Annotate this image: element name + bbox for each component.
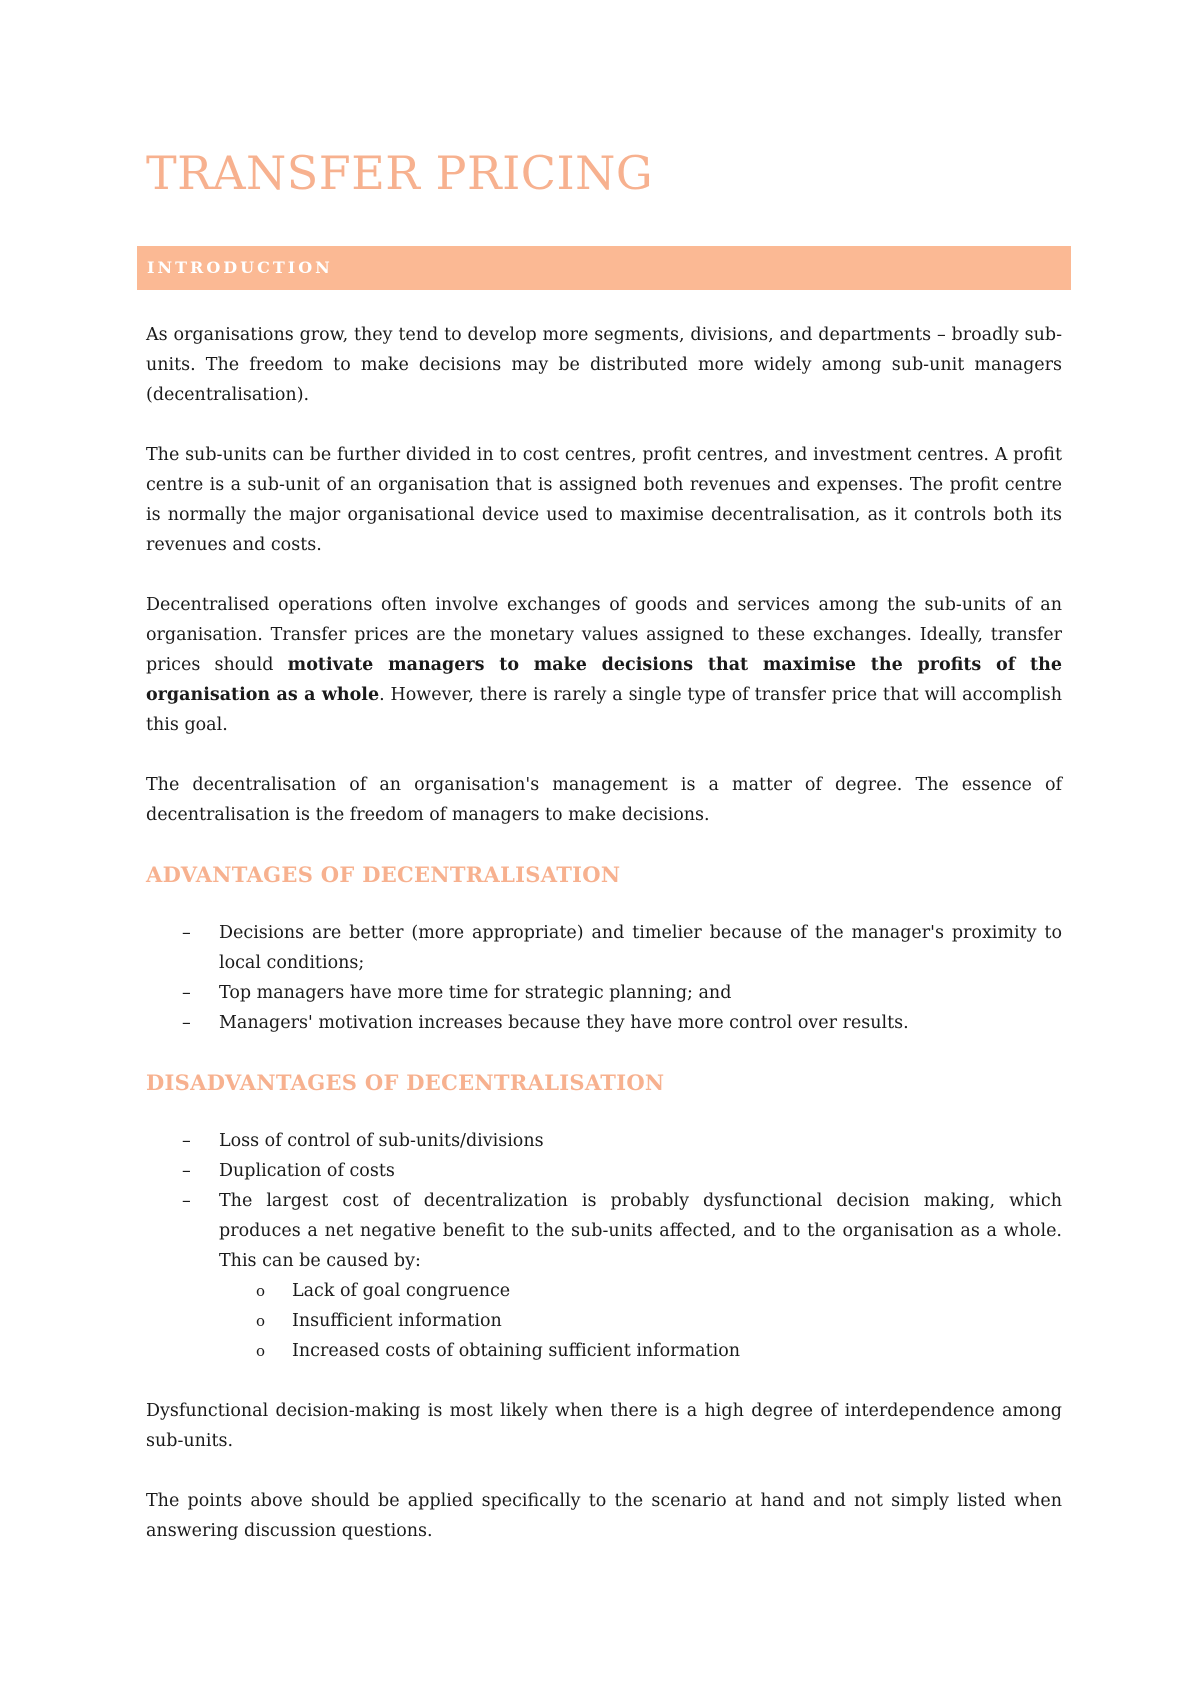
circle-bullet-icon: o: [256, 1342, 266, 1360]
sublist-item-text: Insufficient information: [292, 1311, 502, 1331]
document-body: [146, 320, 1062, 1576]
paragraph-application-note: The points above should be applied specifically to the scenario at hand and not simply listed when answering discussion questions.: [146, 1491, 1062, 1541]
dash-bullet-icon: –: [182, 1191, 191, 1211]
sublist-item-text: Increased costs of obtaining sufficient information: [292, 1341, 741, 1361]
sublist-item-text: Lack of goal congruence: [292, 1281, 511, 1301]
emphasis-text: motivate managers to make decisions that maximise the profits of the organisation as a whole: [146, 655, 1062, 705]
list-item: [146, 1008, 1062, 1038]
dash-bullet-icon: –: [182, 983, 191, 1003]
paragraph-intro: As organisations grow, they tend to develop more segments, divisions, and departments – broadly sub-units. The freedom to make decisions may be distributed more widely among sub-unit managers (decentralisation).: [146, 325, 1062, 405]
list-item-text: Managers' motivation increases because they have more control over results.: [219, 1013, 909, 1033]
list-item: [146, 1156, 1062, 1186]
dash-bullet-icon: –: [182, 1013, 191, 1033]
list-item: [146, 1126, 1062, 1156]
dash-bullet-icon: –: [182, 923, 191, 943]
dash-bullet-icon: –: [182, 1131, 191, 1151]
paragraph-transfer-prices: [146, 590, 1062, 740]
circle-bullet-icon: o: [256, 1312, 266, 1330]
list-item: [146, 918, 1062, 978]
sublist-item: [219, 1306, 1062, 1336]
paragraph-text: . However, there is rarely a single type of transfer price that will accomplish this goal.: [146, 685, 1062, 735]
section-band-label: INTRODUCTION: [147, 258, 333, 277]
list-item-text: Duplication of costs: [219, 1161, 395, 1181]
list-item-text: The largest cost of decentralization is probably dysfunctional decision making, which produces a net negative benefit to the sub-units affected, and to the organisation as a whole. This can be caused by:: [219, 1191, 1062, 1271]
heading-advantages: ADVANTAGES OF DECENTRALISATION: [146, 862, 621, 887]
paragraph-degree: The decentralisation of an organisation's management is a matter of degree. The essence of decentralisation is the freedom of managers to make decisions.: [146, 775, 1062, 825]
list-item-text: Decisions are better (more appropriate) and timelier because of the manager's proximity to local conditions;: [219, 923, 1062, 973]
advantages-list: [146, 918, 1062, 1038]
dash-bullet-icon: –: [182, 1161, 191, 1181]
list-item: [146, 1186, 1062, 1366]
circle-bullet-icon: o: [256, 1282, 266, 1300]
section-band-introduction: [137, 246, 1071, 290]
list-item: [146, 978, 1062, 1008]
list-item-text: Top managers have more time for strategic planning; and: [219, 983, 732, 1003]
paragraph-sub-units: The sub-units can be further divided in to cost centres, profit centres, and investment centres. A profit centre is a sub-unit of an organisation that is assigned both revenues and expenses. The profit centre is normally the major organisational device used to maximise decentralisation, as it controls both its revenues and costs.: [146, 445, 1062, 555]
heading-disadvantages: DISADVANTAGES OF DECENTRALISATION: [146, 1070, 665, 1095]
list-item-text: Loss of control of sub-units/divisions: [219, 1131, 544, 1151]
paragraph-dysfunctional: Dysfunctional decision-making is most likely when there is a high degree of interdependence among sub-units.: [146, 1401, 1062, 1451]
page-title: TRANSFER PRICING: [146, 146, 654, 200]
sublist-item: [219, 1276, 1062, 1306]
paragraph-text: Decentralised operations often involve exchanges of goods and services among the sub-units of an organisation. Transfer prices are the monetary values assigned to these exchanges. Ideally, transfer prices should: [146, 595, 1062, 675]
causes-sublist: [219, 1276, 1062, 1366]
sublist-item: [219, 1336, 1062, 1366]
disadvantages-list: [146, 1126, 1062, 1366]
